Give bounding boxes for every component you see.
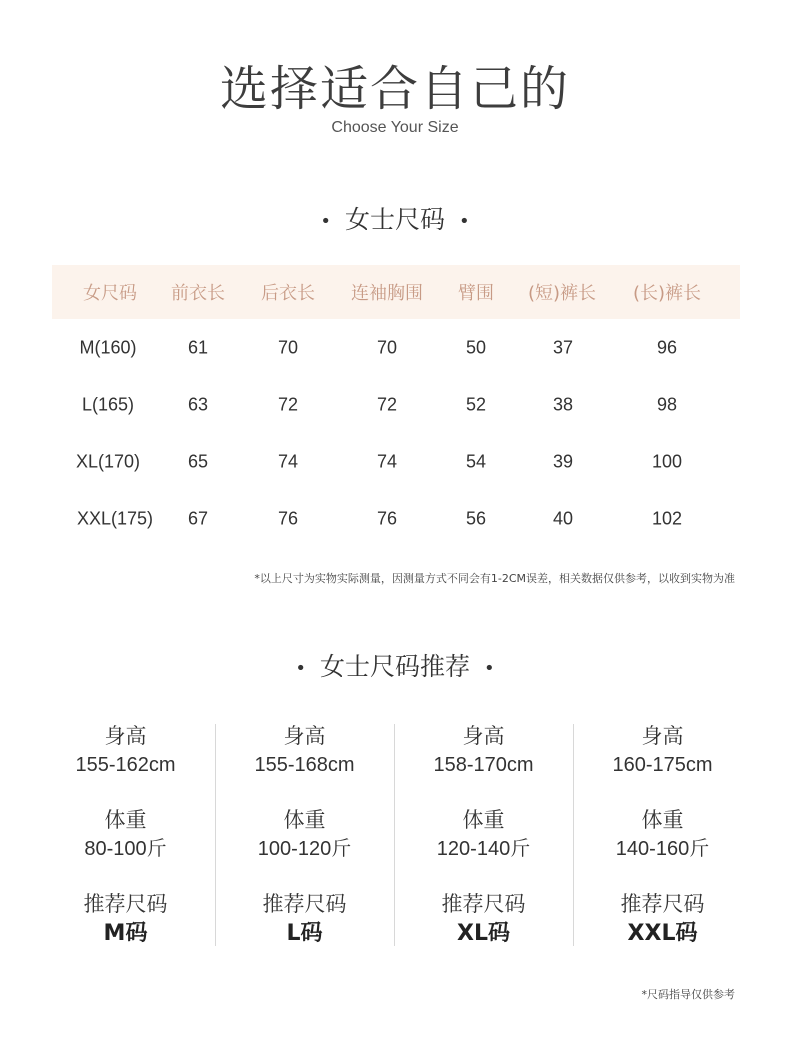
height-label: 身高 [283,724,326,748]
table-cell: XL(170) [75,451,141,471]
table-cell: 50 [465,337,487,357]
table-row [52,490,740,547]
bullet-dot: • [459,210,470,232]
table-cell: 63 [187,394,209,414]
height-label: 身高 [104,724,147,748]
size-value: L码 [286,921,323,946]
weight-value: 100-120斤 [257,838,352,860]
height-label: 身高 [641,724,684,748]
size-value: M码 [103,921,148,946]
weight-value: 80-100斤 [84,838,167,860]
size-label: 推荐尺码 [262,892,347,916]
table-cell: 40 [552,508,574,528]
height-value: 155-168cm [254,754,355,776]
size-value: XL码 [457,921,510,946]
height-value: 158-170cm [433,754,534,776]
size-label: 推荐尺码 [441,892,526,916]
table-cell: 72 [376,394,398,414]
table-row [52,433,740,490]
recommendation-heading [0,647,790,683]
table-cell: 54 [465,451,487,471]
page-title: 选择适合自己的 [219,61,570,117]
page-subtitle: Choose Your Size [331,119,459,136]
table-cell: 76 [277,508,299,528]
table-cell: M(160) [79,337,137,357]
table-cell: L(165) [81,394,135,414]
size-chart-table [52,265,740,547]
size-chart-note: *以上尺寸为实物实际测量，因测量方式不同会有1-2CM误差，相关数据仅供参考，以收到实物为准 [254,572,735,585]
recommendation-card [36,722,215,944]
column-header: 后衣长 [261,283,315,304]
table-cell: 70 [277,337,299,357]
recommendation-card [215,722,394,944]
table-cell: 100 [651,451,683,471]
table-cell: 37 [552,337,574,357]
table-cell: 74 [376,451,398,471]
table-row [52,376,740,433]
table-cell: 96 [656,337,678,357]
bullet-dot: • [484,657,495,679]
bullet-dot: • [295,657,306,679]
recommendation-grid [36,722,752,944]
table-cell: XXL(175) [76,508,154,528]
table-cell: 98 [656,394,678,414]
weight-label: 体重 [462,808,505,832]
height-value: 155-162cm [75,754,176,776]
recommendation-card [394,722,573,944]
table-cell: 52 [465,394,487,414]
recommendation-heading-text: 女士尺码推荐 [319,652,470,681]
table-cell: 70 [376,337,398,357]
recommendation-note: *尺码指导仅供参考 [641,988,735,1001]
weight-label: 体重 [641,808,684,832]
column-header: 连袖胸围 [351,283,423,304]
column-header: (短)裤长 [527,283,597,304]
size-value: XXL码 [627,921,698,946]
weight-value: 140-160斤 [615,838,710,860]
table-cell: 72 [277,394,299,414]
column-header: 前衣长 [171,283,225,304]
table-cell: 102 [651,508,683,528]
table-cell: 76 [376,508,398,528]
height-label: 身高 [462,724,505,748]
table-cell: 39 [552,451,574,471]
column-header: 臂围 [458,283,494,304]
table-cell: 65 [187,451,209,471]
column-header: (长)裤长 [632,283,702,304]
size-label: 推荐尺码 [620,892,705,916]
size-chart-heading-text: 女士尺码 [344,205,445,234]
table-header-row [52,265,740,319]
table-cell: 67 [187,508,209,528]
size-label: 推荐尺码 [83,892,168,916]
table-cell: 61 [187,337,209,357]
table-cell: 74 [277,451,299,471]
table-row [52,319,740,376]
weight-value: 120-140斤 [436,838,531,860]
weight-label: 体重 [104,808,147,832]
weight-label: 体重 [283,808,326,832]
column-header: 女尺码 [83,283,137,304]
table-cell: 56 [465,508,487,528]
bullet-dot: • [320,210,331,232]
table-cell: 38 [552,394,574,414]
height-value: 160-175cm [612,754,713,776]
recommendation-card [573,722,752,944]
size-chart-heading [0,200,790,236]
